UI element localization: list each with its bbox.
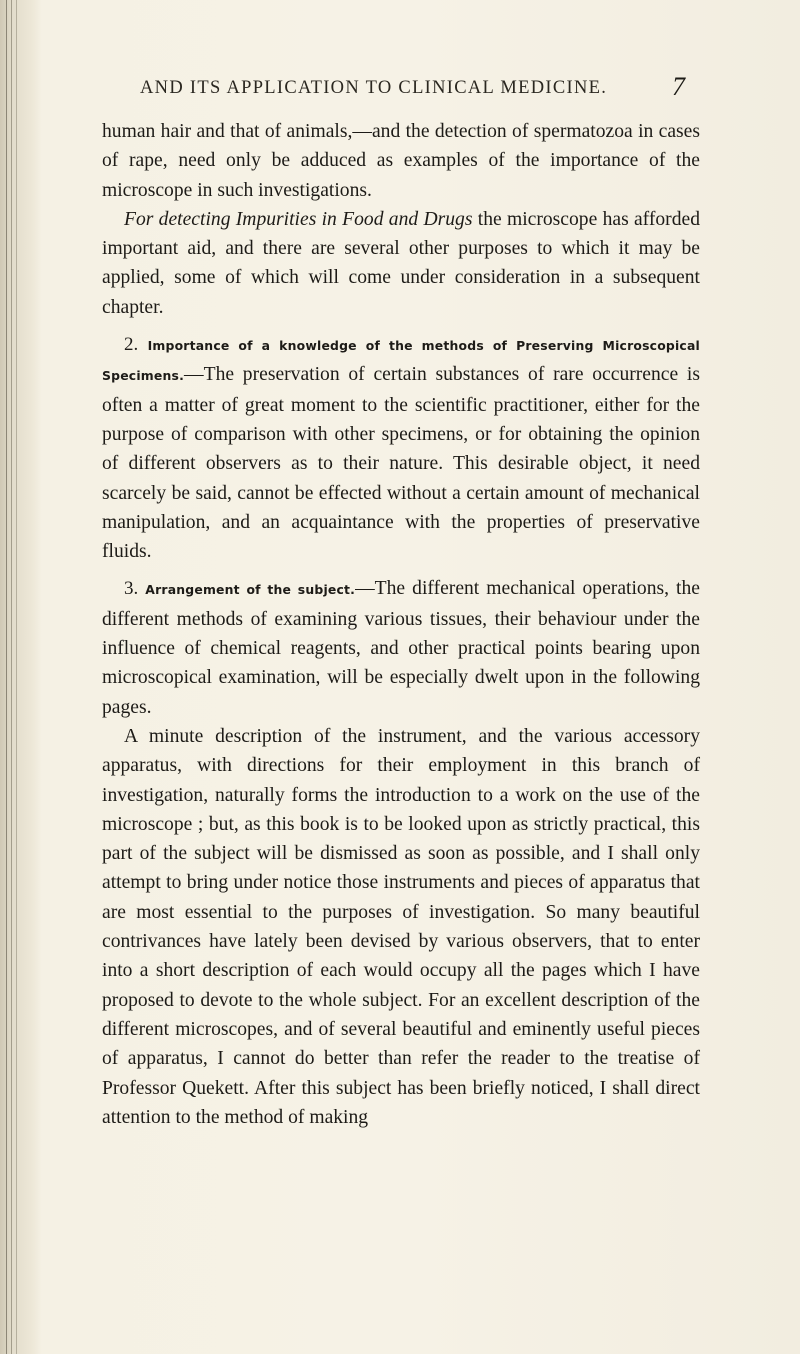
section-text: —The preservation of certain substances of rare occurrence is often a matter of great moment to the scientific practitioner, either for the purpose of comparison with other specimens, or for obtaining the opinion of different observers as to their nature. This desirable object, it need scarcely be said, cannot be effected without a certain amount of mechanical manipulation, and an acquaintance with the properties of preservative fluids. (102, 364, 700, 563)
paragraph-text: the microscope has afforded important aid, and there are several other purposes to which it may be applied, some of which will come under consideration in a subsequent chapter. (102, 208, 700, 318)
binding-line (16, 0, 17, 1354)
page-body (102, 117, 700, 1132)
page-number: 7 (672, 72, 685, 101)
section-paragraph (102, 574, 700, 721)
binding-line (11, 0, 12, 1354)
section-heading: Arrangement of the subject. (145, 582, 356, 598)
paragraph (102, 205, 700, 322)
section-heading: Importance of a knowledge of the methods of Preserving Microscopical Specimens. (102, 338, 700, 384)
section-number: 2. (124, 334, 139, 356)
section-number: 3. (124, 578, 139, 600)
running-header: AND ITS APPLICATION TO CLINICAL MEDICINE. (140, 78, 608, 98)
page-binding-edge (0, 0, 42, 1354)
section-paragraph (102, 330, 700, 566)
paragraph: A minute description of the instrument, and the various accessory apparatus, with directions for their employment in this branch of investigation, naturally forms the introduction to a work on the use of the microscope ; but, as this book is to be looked upon as strictly practical, this part of the subject will be dismissed as soon as possible, and I shall only attempt to bring under notice those instruments and pieces of apparatus that are most essential to the purposes of investigation. So many beautiful contrivances have lately been devised by various observers, that to enter into a short description of each would occupy all the pages which I have proposed to devote to the whole subject. For an excellent description of the different microscopes, and of several beautiful and eminently useful pieces of apparatus, I cannot do better than refer the reader to the treatise of Professor Quekett. After this subject has been briefly noticed, I shall direct attention to the method of making (102, 725, 700, 1128)
italic-run-in: For detecting Impurities in Food and Drugs (124, 208, 473, 230)
binding-line (6, 0, 7, 1354)
paragraph: human hair and that of animals,—and the detection of spermatozoa in cases of rape, need only be adduced as examples of the importance of the microscope in such investigations. (102, 121, 700, 201)
section-text: —The different mechanical operations, the different methods of examining various tissues, their behaviour under the influence of chemical reagents, and other practical points bearing upon microscopical examination, will be especially dwelt upon in the following pages. (102, 578, 700, 718)
